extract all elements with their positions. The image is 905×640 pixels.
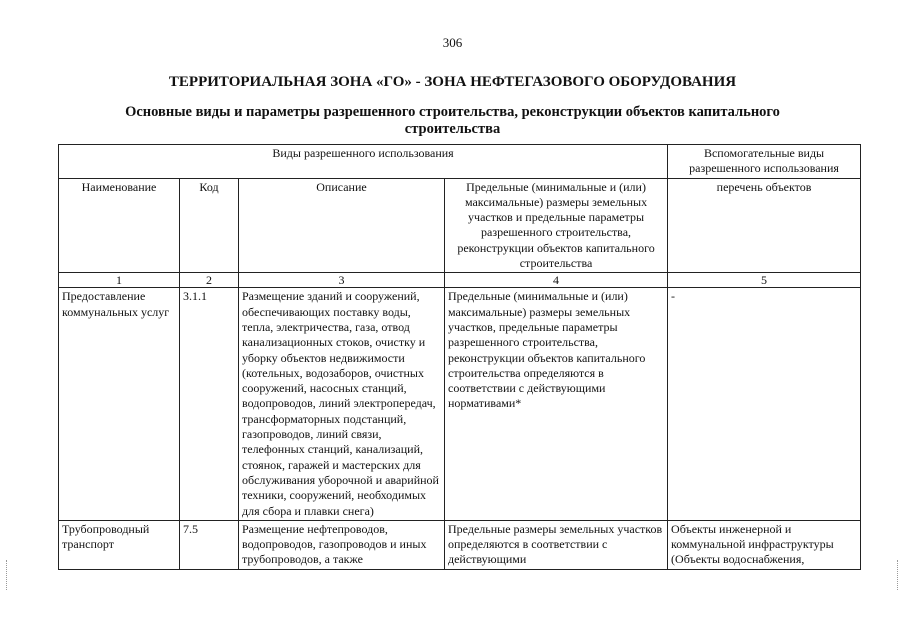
page-number: 306 <box>442 35 463 50</box>
cell-code: 7.5 <box>180 520 239 569</box>
column-number: 3 <box>239 273 445 288</box>
column-header-name: Наименование <box>59 178 180 273</box>
zone-title: ТЕРРИТОРИАЛЬНАЯ ЗОНА «ГО» - ЗОНА НЕФТЕГАЗОВОГО ОБОРУДОВАНИЯ <box>168 74 737 90</box>
table-row <box>59 288 861 520</box>
group-header-aux: Вспомогательные виды разрешенного использования <box>668 145 861 179</box>
section-title: Основные виды и параметры разрешенного строительства, реконструкции объектов капитального строительства <box>125 104 780 137</box>
land-use-table <box>58 144 861 570</box>
column-header-row <box>59 178 861 273</box>
column-header-description: Описание <box>239 178 445 273</box>
cell-code: 3.1.1 <box>180 288 239 520</box>
cell-aux-objects: Объекты инженерной и коммунальной инфраструктуры (Объекты водоснабжения, <box>668 520 861 569</box>
cell-name: Трубопроводный транспорт <box>59 520 180 569</box>
cell-parameters: Предельные размеры земельных участков определяются в соответствии с действующими <box>445 520 668 569</box>
cell-description: Размещение зданий и сооружений, обеспечивающих поставку воды, тепла, электричества, газа, отвод канализационных стоков, очистку и уборку объектов недвижимости (котельных, водозаборов, очистных сооружений, насосных станций, водопроводов, линий электропередач, трансформаторных подстанций, газопроводов, линий связи, телефонных станций, канализаций, стоянок, гаражей и мастерских для обслуживания уборочной и аварийной техники, сооружений, необходимых для сбора и плавки снега) <box>239 288 445 520</box>
group-header-main: Виды разрешенного использования <box>59 145 668 179</box>
cell-description: Размещение нефтепроводов, водопроводов, газопроводов и иных трубопроводов, а также <box>239 520 445 569</box>
group-header-row <box>59 145 861 179</box>
cell-aux-objects: - <box>668 288 861 520</box>
cell-parameters: Предельные (минимальные и (или) максимальные) размеры земельных участков, предельные параметры разрешенного строительства, реконструкции объектов капитального строительства определяются в соответствии с действующими нормативами* <box>445 288 668 520</box>
table-row <box>59 520 861 569</box>
column-header-code: Код <box>180 178 239 273</box>
column-number: 4 <box>445 273 668 288</box>
cell-name: Предоставление коммунальных услуг <box>59 288 180 520</box>
column-number-row <box>59 273 861 288</box>
scan-edge-mark <box>897 560 899 590</box>
column-header-objects: перечень объектов <box>668 178 861 273</box>
column-number: 5 <box>668 273 861 288</box>
column-header-parameters: Предельные (минимальные и (или) максимальные) размеры земельных участков и предельные параметры разрешенного строительства, реконструкции объектов капитального строительства <box>445 178 668 273</box>
column-number: 2 <box>180 273 239 288</box>
column-number: 1 <box>59 273 180 288</box>
scan-edge-mark <box>6 560 8 590</box>
